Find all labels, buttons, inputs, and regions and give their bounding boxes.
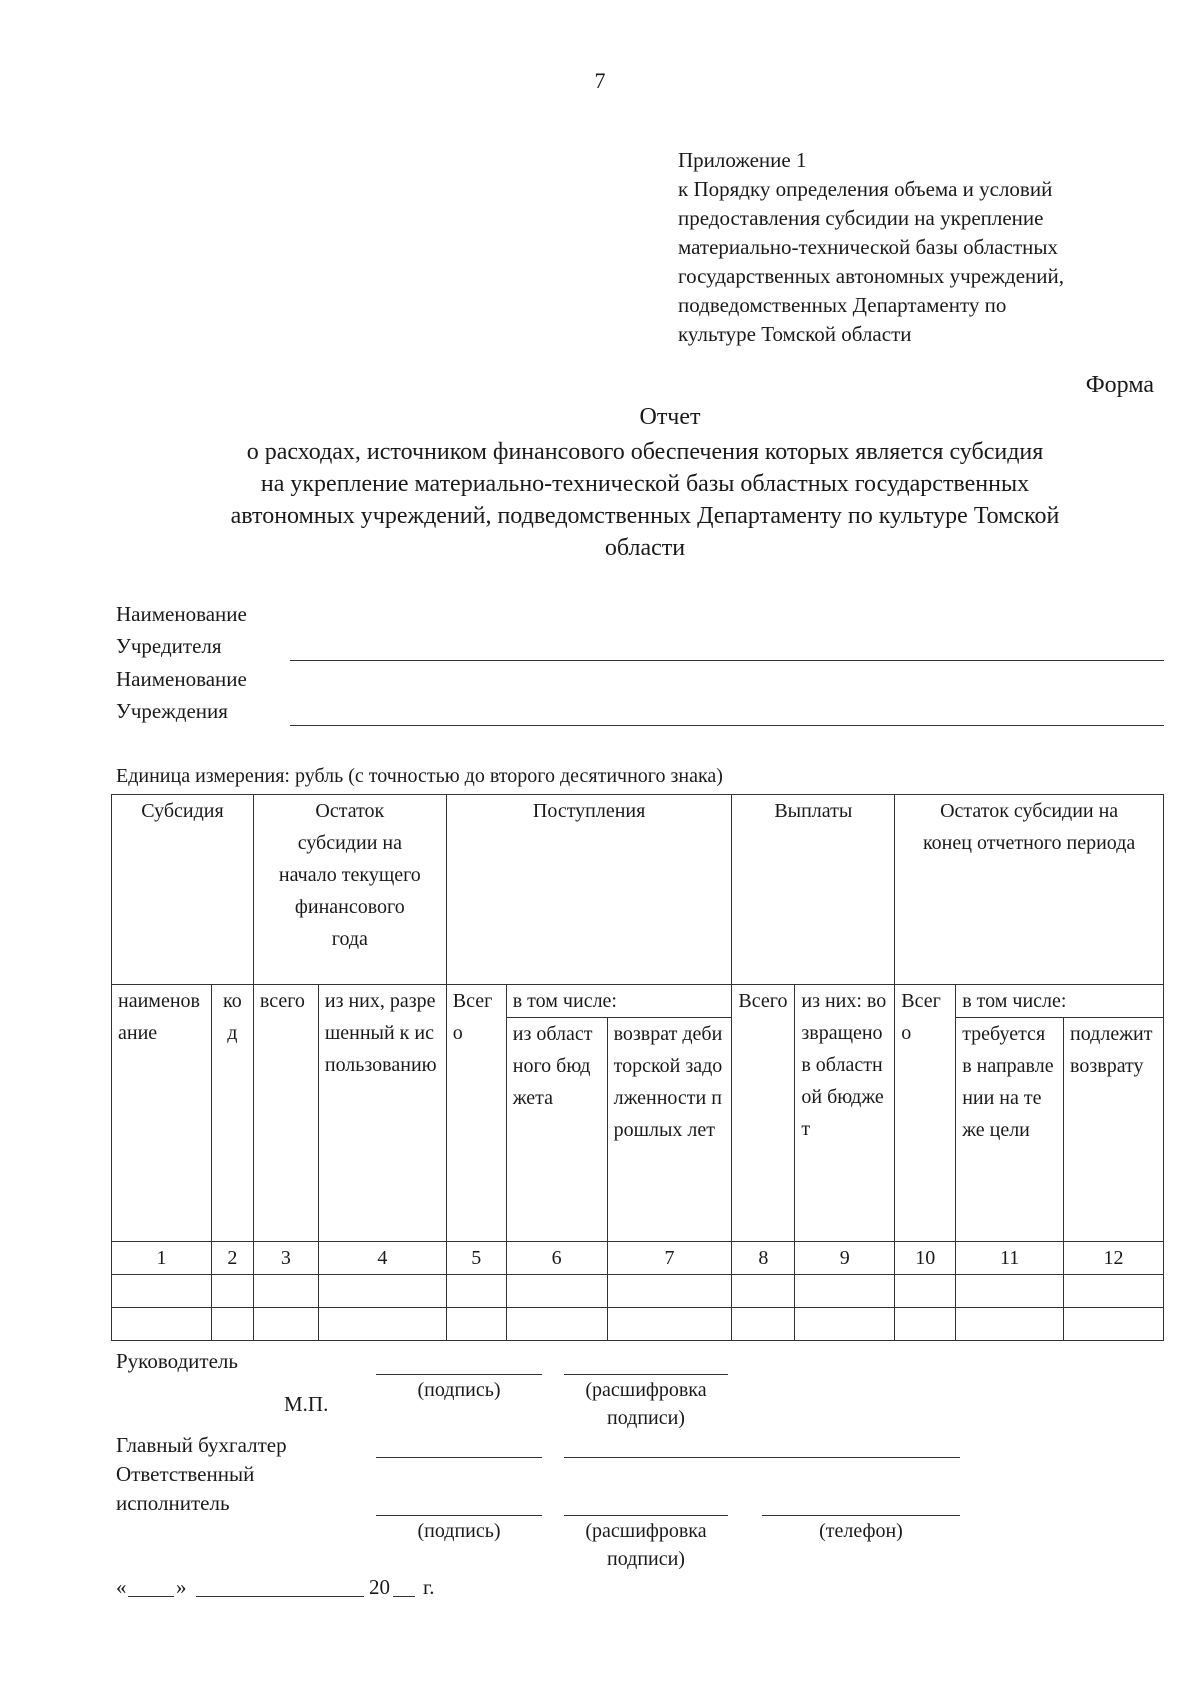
institution-label-line1: Наименование [116, 667, 247, 691]
column-number: 7 [607, 1242, 732, 1275]
appendix-line: Приложение 1 [678, 148, 807, 172]
signature-caption: (подпись) [417, 1520, 501, 1542]
column-number: 9 [795, 1242, 895, 1275]
table-cell[interactable] [732, 1275, 795, 1308]
table-cell[interactable] [253, 1308, 318, 1341]
column-number: 6 [506, 1242, 607, 1275]
date-month-field[interactable] [196, 1596, 364, 1597]
header-total-3: всего [253, 985, 318, 1242]
appendix-line: культуре Томской области [678, 322, 912, 346]
responsible-label-line1: Ответственный [116, 1462, 255, 1486]
table-cell[interactable] [895, 1308, 956, 1341]
column-number: 1 [112, 1242, 212, 1275]
header-incl-balance: в том числе: [956, 985, 1164, 1018]
appendix-line: к Порядку определения объема и условий [678, 177, 1053, 201]
head-signature-line[interactable] [376, 1374, 542, 1375]
subtitle-line: на укрепление материально-технической базы областных государственных [260, 471, 1030, 497]
decode-caption-line1: (расшифровка [585, 1379, 707, 1401]
column-number: 8 [732, 1242, 795, 1275]
column-number: 5 [446, 1242, 506, 1275]
table-row [112, 1275, 1164, 1308]
decode-caption [552, 1376, 740, 1432]
table-cell[interactable] [318, 1308, 446, 1341]
table-cell[interactable] [1064, 1275, 1164, 1308]
table-cell[interactable] [607, 1308, 732, 1341]
responsible-label [116, 1460, 254, 1518]
table-cell[interactable] [607, 1275, 732, 1308]
header-receipts: Поступления [446, 795, 732, 985]
appendix-line: предоставления субсидии на укрепление [678, 206, 1044, 230]
table-cell[interactable] [895, 1275, 956, 1308]
header-total-5: Всего [446, 985, 506, 1242]
appendix-line: государственных автономных учреждений, [678, 264, 1064, 288]
signature-caption: (подпись) [417, 1379, 501, 1401]
header-subsidy: Субсидия [112, 795, 254, 985]
date-day-field[interactable] [128, 1596, 174, 1597]
responsible-decode-line[interactable] [564, 1515, 728, 1516]
date-day-close: » [176, 1575, 187, 1599]
header-balance-start: Остаток субсидии на начало текущего финансового года [253, 795, 446, 985]
table-cell[interactable] [956, 1308, 1064, 1341]
header-required: требуется в направлении на те же цели [956, 1018, 1064, 1242]
founder-label-line1: Наименование [116, 602, 247, 626]
table-cell[interactable] [506, 1308, 607, 1341]
institution-label [116, 663, 247, 727]
founder-name-field[interactable] [290, 660, 1164, 661]
table-cell[interactable] [1064, 1308, 1164, 1341]
institution-name-field[interactable] [290, 725, 1164, 726]
column-number: 2 [211, 1242, 253, 1275]
report-table [111, 794, 1164, 1341]
responsible-label-line2: исполнитель [116, 1491, 230, 1515]
appendix-block [678, 146, 1064, 349]
header-code: код [211, 985, 253, 1242]
column-number: 12 [1064, 1242, 1164, 1275]
table-cell[interactable] [112, 1308, 212, 1341]
table-cell[interactable] [956, 1275, 1064, 1308]
header-total-10: Всего [895, 985, 956, 1242]
table-cell[interactable] [211, 1275, 253, 1308]
decode-caption-line2: подписи) [607, 1548, 685, 1570]
header-to-return: подлежит возврату [1064, 1018, 1164, 1242]
header-returned: из них: возвращено в областной бюджет [795, 985, 895, 1242]
date-year-field[interactable] [393, 1596, 415, 1597]
decode-caption-line2: подписи) [607, 1407, 685, 1429]
table-cell[interactable] [112, 1275, 212, 1308]
table-cell[interactable] [446, 1275, 506, 1308]
header-incl-receipts: в том числе: [506, 985, 732, 1018]
stamp-label: М.П. [284, 1392, 329, 1416]
subtitle-line: о расходах, источником финансового обеспечения которых является субсидия [246, 439, 1044, 465]
column-number: 3 [253, 1242, 318, 1275]
table-cell[interactable] [253, 1275, 318, 1308]
subtitle-line: области [604, 535, 686, 561]
chief-signature-line[interactable] [376, 1457, 542, 1458]
date-day-open: « [116, 1575, 127, 1599]
report-title: Отчет [639, 404, 701, 430]
head-label: Руководитель [116, 1349, 238, 1373]
table-cell[interactable] [732, 1308, 795, 1341]
units-note: Единица измерения: рубль (с точностью до второго десятичного знака) [116, 765, 723, 787]
responsible-signature-line[interactable] [376, 1515, 542, 1516]
form-label: Форма [1085, 372, 1154, 398]
date-year-prefix: 20 [369, 1575, 390, 1599]
table-cell[interactable] [795, 1308, 895, 1341]
header-payments: Выплаты [732, 795, 895, 985]
decode-caption [552, 1517, 740, 1573]
header-from-budget: из областного бюджета [506, 1018, 607, 1242]
founder-label-line2: Учредителя [116, 634, 222, 658]
header-allowed: из них, разрешенный к использованию [318, 985, 446, 1242]
page-number: 7 [594, 68, 606, 93]
subtitle-line: автономных учреждений, подведомственных Департаменту по культуре Томской [230, 503, 1060, 529]
head-decode-line[interactable] [564, 1374, 728, 1375]
decode-caption-line1: (расшифровка [585, 1520, 707, 1542]
report-subtitle [110, 436, 1180, 564]
table-cell[interactable] [318, 1275, 446, 1308]
date-year-suffix: г. [423, 1575, 435, 1599]
founder-label [116, 598, 247, 662]
table-cell[interactable] [446, 1308, 506, 1341]
table-row [112, 1308, 1164, 1341]
chief-accountant-label: Главный бухгалтер [116, 1433, 287, 1457]
phone-caption: (телефон) [819, 1520, 903, 1542]
chief-decode-line[interactable] [564, 1457, 960, 1458]
header-return-debt: возврат дебиторской задолженности прошлых лет [607, 1018, 732, 1242]
column-number-row [112, 1242, 1164, 1275]
header-balance-end: Остаток субсидии на конец отчетного периода [895, 795, 1164, 985]
responsible-phone-line[interactable] [762, 1515, 960, 1516]
column-number: 4 [318, 1242, 446, 1275]
table-cell[interactable] [211, 1308, 253, 1341]
table-cell[interactable] [506, 1275, 607, 1308]
column-number: 11 [956, 1242, 1064, 1275]
appendix-line: материально-технической базы областных [678, 235, 1058, 259]
institution-label-line2: Учреждения [116, 699, 228, 723]
column-number: 10 [895, 1242, 956, 1275]
appendix-line: подведомственных Департаменту по [678, 293, 1007, 317]
header-total-8: Всего [732, 985, 795, 1242]
table-cell[interactable] [795, 1275, 895, 1308]
header-name: наименование [112, 985, 212, 1242]
